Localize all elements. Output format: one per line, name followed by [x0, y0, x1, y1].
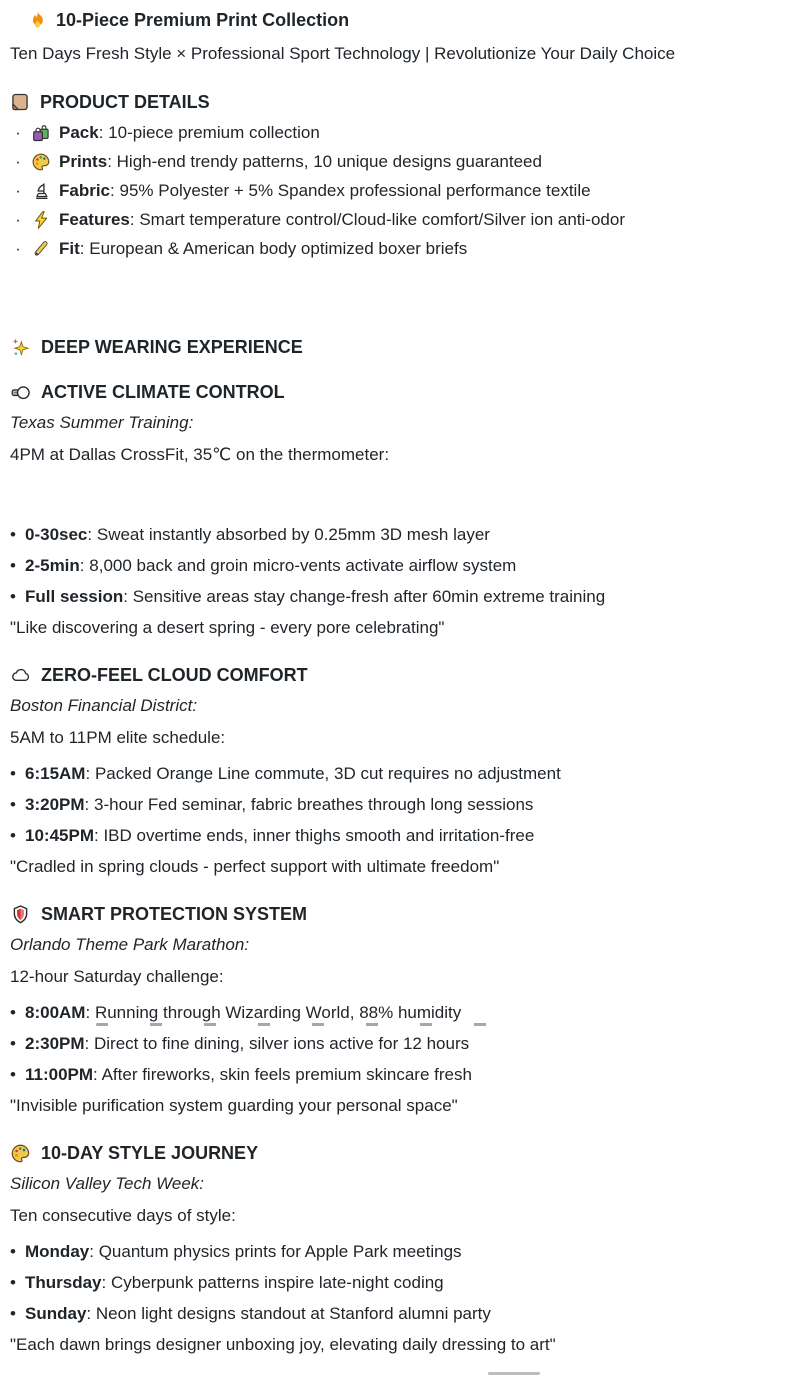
list-item [10, 1059, 790, 1090]
colon: : [129, 209, 135, 229]
list-item [10, 176, 790, 205]
bullet-marker: • [10, 1064, 16, 1084]
intro-line: Ten consecutive days of style: [10, 1206, 236, 1225]
lightning-icon [31, 210, 51, 230]
palette-icon [31, 152, 51, 172]
list-item-value: European & American body optimized boxer briefs [89, 238, 468, 258]
section-heading [10, 1141, 790, 1165]
bullet-text: Packed Orange Line commute, 3D cut requires no adjustment [94, 763, 561, 783]
list-item-label: Prints [59, 151, 108, 171]
sparkles-icon [10, 337, 31, 358]
bullet-text: Running through Wizarding World, 88% humidity [94, 1002, 462, 1022]
colon: : [93, 1064, 98, 1084]
section-active-climate-control [10, 380, 790, 643]
scenario-line: Texas Summer Training: [10, 413, 194, 432]
page-title [28, 0, 790, 32]
quote-line: "Like discovering a desert spring - every pore celebrating" [10, 617, 445, 637]
bullet-text: 8,000 back and groin micro-vents activate airflow system [89, 555, 517, 575]
experience-heading [10, 335, 790, 359]
section-style-journey [10, 1141, 790, 1360]
bullet-label: 2:30PM [25, 1033, 85, 1053]
bullet-label: 8:00AM [25, 1002, 86, 1022]
list-item [10, 1298, 790, 1329]
list-item [10, 234, 790, 263]
colon: : [85, 1002, 91, 1022]
list-item-value: 10-piece premium collection [108, 122, 320, 142]
palette-icon [10, 1143, 31, 1164]
bullet-list [10, 519, 790, 612]
bullet-text: Sensitive areas stay change-fresh after 60min extreme training [132, 586, 606, 606]
colon: : [86, 1303, 92, 1323]
colon: : [85, 763, 91, 783]
colon: : [101, 1272, 107, 1292]
section-heading-text: 10-DAY STYLE JOURNEY [41, 1142, 259, 1163]
list-item-text [59, 210, 625, 230]
colon: : [98, 122, 104, 142]
list-item [10, 1267, 790, 1298]
bullet-text: After fireworks, skin feels premium skincare fresh [101, 1064, 472, 1084]
bullet-label: Thursday [25, 1272, 102, 1292]
quote-line: "Cradled in spring clouds - perfect support with ultimate freedom" [10, 856, 500, 876]
list-item-text [59, 123, 320, 143]
product-details-list [10, 118, 790, 263]
bullet-list [10, 1236, 790, 1329]
list-dot: · [15, 180, 21, 200]
section-heading-text: SMART PROTECTION SYSTEM [41, 903, 308, 924]
list-dot: · [15, 151, 21, 171]
bullet-marker: • [10, 1033, 16, 1053]
bullet-label: Full session [25, 586, 124, 606]
list-item [10, 205, 790, 234]
bullet-label: 3:20PM [25, 794, 85, 814]
colon: : [93, 825, 99, 845]
clipped-text-artifact [488, 1372, 540, 1375]
list-dot: · [15, 238, 21, 258]
section-heading-text: ZERO-FEEL CLOUD COMFORT [41, 664, 308, 685]
bullet-label: Monday [25, 1241, 90, 1261]
bullet-marker: • [10, 586, 16, 606]
clipped-text-artifact [96, 1023, 526, 1026]
section-heading [10, 380, 790, 404]
bullet-list [10, 758, 790, 851]
list-item [10, 550, 790, 581]
bullet-marker: • [10, 825, 16, 845]
quote-line: "Invisible purification system guarding your personal space" [10, 1095, 458, 1115]
list-item-label: Fit [59, 238, 80, 258]
bullet-text: 3-hour Fed seminar, fabric breathes through long sessions [94, 794, 534, 814]
bullet-text: Direct to fine dining, silver ions active for 12 hours [94, 1033, 470, 1053]
cloud-icon [10, 665, 31, 686]
shopping-bag-icon [31, 123, 51, 143]
bullet-label: 11:00PM [25, 1064, 94, 1084]
bullet-marker: • [10, 1241, 16, 1261]
list-dot: · [15, 122, 21, 142]
bullet-label: 2-5min [25, 555, 80, 575]
shield-icon [10, 904, 31, 925]
intro-line: 5AM to 11PM elite schedule: [10, 728, 226, 747]
list-item [10, 519, 790, 550]
bullet-text: IBD overtime ends, inner thighs smooth and irritation-free [103, 825, 535, 845]
list-item [10, 1028, 790, 1059]
section-heading-text: ACTIVE CLIMATE CONTROL [41, 381, 285, 402]
package-icon [10, 92, 30, 112]
page-subtitle: Ten Days Fresh Style × Professional Sport Technology | Revolutionize Your Daily Choice [10, 44, 676, 63]
list-item [10, 820, 790, 851]
intro-line: 4PM at Dallas CrossFit, 35℃ on the thermometer: [10, 445, 390, 464]
page-title-text: 10-Piece Premium Print Collection [56, 9, 350, 30]
bullet-list [10, 1028, 790, 1090]
intro-line: 12-hour Saturday challenge: [10, 967, 224, 986]
bullet-marker: • [10, 1002, 16, 1022]
bullet-marker: • [10, 524, 16, 544]
pencil-icon [31, 239, 51, 259]
colon: : [110, 180, 115, 200]
list-item-label: Pack [59, 122, 99, 142]
colon: : [123, 586, 128, 606]
bullet-marker: • [10, 763, 16, 783]
list-item-value: High-end trendy patterns, 10 unique designs guaranteed [116, 151, 542, 171]
colon: : [79, 238, 85, 258]
section-heading [10, 663, 790, 687]
colon: : [89, 1241, 94, 1261]
list-item [10, 147, 790, 176]
bullet-label: 10:45PM [25, 825, 94, 845]
section-heading [10, 902, 790, 926]
list-dot: · [15, 209, 21, 229]
list-item-value: Smart temperature control/Cloud-like comfort/Silver ion anti-odor [139, 209, 625, 229]
thread-icon [31, 181, 51, 201]
experience-heading-text: DEEP WEARING EXPERIENCE [41, 336, 303, 357]
bullet-label: 6:15AM [25, 763, 86, 783]
product-details-heading [10, 90, 790, 114]
list-item [10, 581, 790, 612]
colon: : [107, 151, 112, 171]
bullet-label: Sunday [25, 1303, 87, 1323]
list-item-value: 95% Polyester + 5% Spandex professional performance textile [119, 180, 591, 200]
bullet-text: Quantum physics prints for Apple Park meetings [98, 1241, 462, 1261]
section-zero-feel-cloud-comfort [10, 663, 790, 882]
colon: : [79, 555, 85, 575]
list-item [10, 758, 790, 789]
colon: : [84, 794, 90, 814]
bullet-marker: • [10, 794, 16, 814]
list-item [10, 1236, 790, 1267]
scenario-line: Orlando Theme Park Marathon: [10, 935, 250, 954]
list-item [10, 118, 790, 147]
bullet-marker: • [10, 1272, 16, 1292]
bullet-label: 0-30sec [25, 524, 88, 544]
megaphone-icon [10, 382, 31, 403]
list-item-text [59, 239, 467, 259]
list-item [10, 789, 790, 820]
quote-line: "Each dawn brings designer unboxing joy, elevating daily dressing to art" [10, 1334, 556, 1354]
scenario-line: Boston Financial District: [10, 696, 198, 715]
section-smart-protection-system [10, 902, 790, 1121]
scenario-line: Silicon Valley Tech Week: [10, 1174, 205, 1193]
list-item-label: Features [59, 209, 130, 229]
bullet-marker: • [10, 1303, 16, 1323]
bullet-text: Neon light designs standout at Stanford alumni party [95, 1303, 491, 1323]
fire-icon [28, 11, 47, 30]
product-details-heading-text: PRODUCT DETAILS [40, 91, 210, 112]
bullet-text: Sweat instantly absorbed by 0.25mm 3D mesh layer [96, 524, 490, 544]
list-item-text [59, 181, 591, 201]
list-item-text [59, 152, 542, 172]
list-item-label: Fabric [59, 180, 111, 200]
colon: : [84, 1033, 90, 1053]
bullet-marker: • [10, 555, 16, 575]
bullet-text: Cyberpunk patterns inspire late-night coding [111, 1272, 444, 1292]
colon: : [87, 524, 93, 544]
